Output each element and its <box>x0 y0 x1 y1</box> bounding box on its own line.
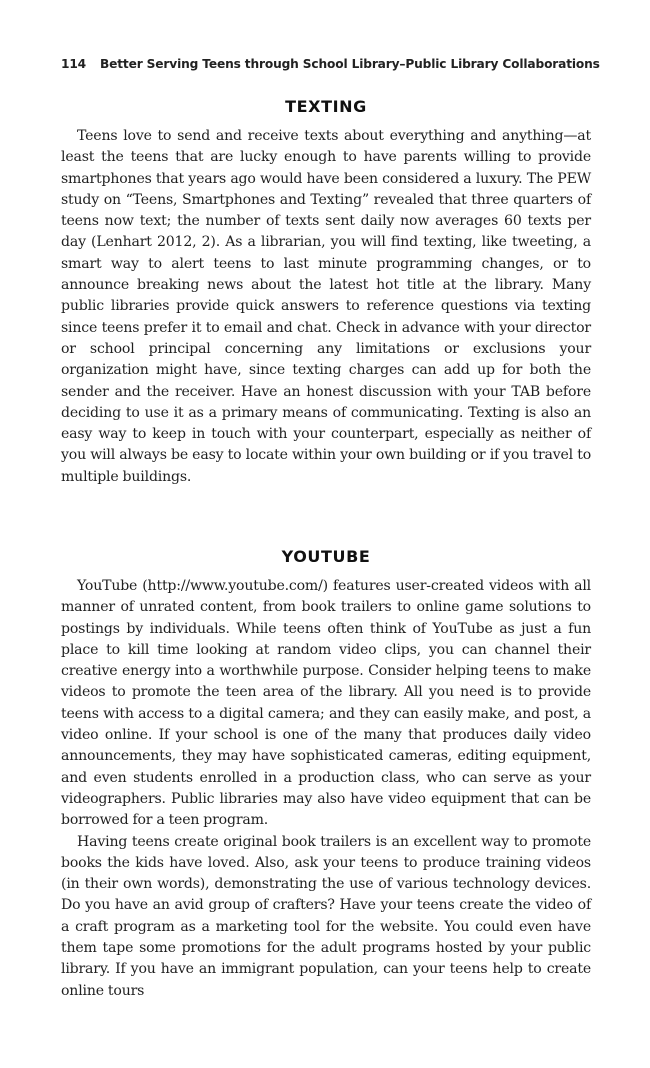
paragraph: YouTube (http://www.youtube.com/) features user-created videos with all manner of unrated content, from book trailers to online game solutions to postings by individuals. While teens often think of YouTube as just a fun place to kill time looking at random video clips, you can channel their creative energy into a worthwhile purpose. Consider helping teens to make videos to promote the teen area of the library. All you need is to provide teens with access to a digital camera; and they can easily make, and post, a video online. If your school is one of the many that produces daily video announcements, they may have sophisticated cameras, editing equipment, and even students enrolled in a production class, who can serve as your videographers. Public libraries may also have video equipment that can be borrowed for a teen program. <box>61 578 591 829</box>
section-youtube <box>61 547 591 1002</box>
running-head <box>61 57 600 71</box>
paragraph: Having teens create original book trailers is an excellent way to promote books the kids have loved. Also, ask your teens to produce training videos (in their own words), demonstrating the use of various technology devices. Do you have an avid group of crafters? Have your teens create the video of a craft program as a marketing tool for the website. You could even have them tape some promotions for the adult programs hosted by your public library. If you have an immigrant population, can your teens help to create online tours <box>61 833 591 999</box>
page-number: 114 <box>61 57 86 71</box>
section-texting <box>61 97 591 488</box>
section-heading-texting: TEXTING <box>285 97 367 116</box>
paragraph: Teens love to send and receive texts about everything and anything—at least the teens that are lucky enough to have parents willing to provide smartphones that years ago would have been considered a luxury. The PEW study on “Teens, Smartphones and Texting” revealed that three quarters of teens now text; the number of texts sent daily now averages 60 texts per day (Lenhart 2012, 2). As a librarian, you will find texting, like tweeting, a smart way to alert teens to last minute programming changes, or to announce breaking news about the latest hot title at the library. Many public libraries provide quick answers to reference questions via texting since teens prefer it to email and chat. Check in advance with your director or school principal concerning any limitations or exclusions your organization might have, since texting charges can add up for both the sender and the receiver. Have an honest discussion with your TAB before deciding to use it as a primary means of communicating. Texting is also an easy way to keep in touch with your counterpart, especially as neither of you will always be easy to locate within your own building or if you travel to multiple buildings. <box>61 128 591 485</box>
section-heading-youtube: YOUTUBE <box>281 547 371 566</box>
running-head-title: Better Serving Teens through School Library–Public Library Collaborations <box>100 57 600 71</box>
